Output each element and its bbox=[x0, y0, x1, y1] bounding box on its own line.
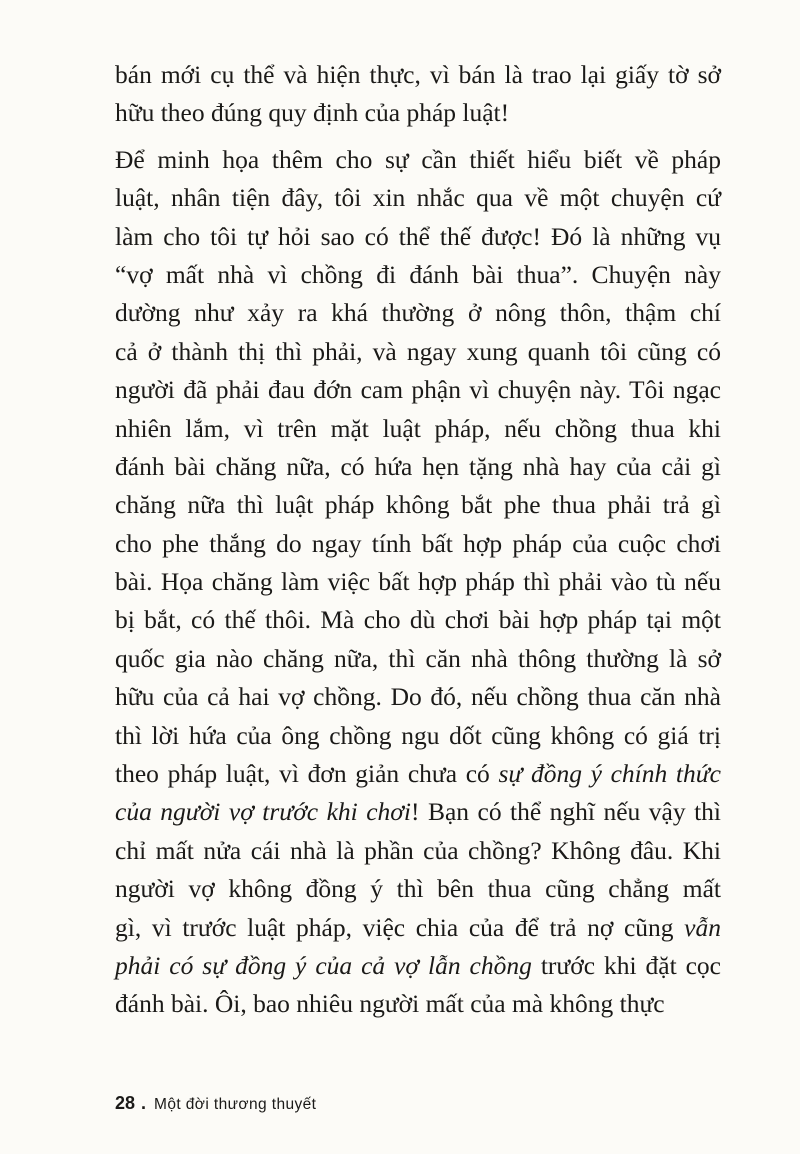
text-line bbox=[115, 333, 721, 371]
text-line bbox=[115, 218, 721, 256]
text-run: bài. Họa chăng làm việc bất hợp pháp thì phải vào tù nếu bbox=[115, 567, 721, 597]
page-number: 28 bbox=[115, 1093, 136, 1113]
text-line bbox=[115, 947, 721, 985]
text-line bbox=[115, 985, 721, 1023]
text-line bbox=[115, 870, 721, 908]
text-line bbox=[115, 94, 721, 132]
text-line bbox=[115, 909, 721, 947]
text-run: bán mới cụ thể và hiện thực, vì bán là trao lại giấy tờ sở bbox=[115, 60, 721, 89]
text-run: trước khi đặt cọc bbox=[531, 950, 721, 980]
paragraph bbox=[115, 141, 721, 1024]
text-run: nhiên lắm, vì trên mặt luật pháp, nếu chồng thua khi bbox=[115, 413, 721, 443]
text-run: dường như xảy ra khá thường ở nông thôn, thậm chí bbox=[115, 298, 721, 328]
italic-text: sự đồng ý chính thức bbox=[498, 759, 721, 789]
text-run: đánh bài. Ôi, bao nhiêu người mất của mà không thực bbox=[115, 989, 665, 1019]
text-run: chăng nữa thì luật pháp không bắt phe thua phải trả gì bbox=[115, 490, 721, 520]
text-run: người đã phải đau đớn cam phận vì chuyện này. Tôi ngạc bbox=[115, 375, 721, 405]
body-text bbox=[115, 56, 721, 1032]
italic-text: phải có sự đồng ý của cả vợ lẫn chồng bbox=[115, 950, 532, 980]
text-line bbox=[115, 755, 721, 793]
text-line bbox=[115, 563, 721, 601]
text-line bbox=[115, 832, 721, 870]
text-line bbox=[115, 179, 721, 217]
text-run: “vợ mất nhà vì chồng đi đánh bài thua”. Chuyện này bbox=[115, 259, 721, 289]
text-line bbox=[115, 717, 721, 755]
text-line bbox=[115, 640, 721, 678]
text-run: hữu của cả hai vợ chồng. Do đó, nếu chồng thua căn nhà bbox=[115, 682, 721, 712]
text-line bbox=[115, 486, 721, 524]
text-run: thì lời hứa của ông chồng ngu dốt cũng không có giá trị bbox=[115, 720, 721, 750]
text-run: ! Bạn có thể nghĩ nếu vậy thì bbox=[410, 797, 721, 827]
text-line bbox=[115, 448, 721, 486]
text-run: bị bắt, có thế thôi. Mà cho dù chơi bài hợp pháp tại một bbox=[115, 605, 721, 635]
text-line bbox=[115, 410, 721, 448]
page-footer bbox=[115, 1093, 316, 1114]
text-run: đánh bài chăng nữa, có hứa hẹn tặng nhà hay của cải gì bbox=[115, 451, 721, 481]
text-line bbox=[115, 371, 721, 409]
text-line bbox=[115, 678, 721, 716]
text-line bbox=[115, 141, 721, 179]
text-run: luật, nhân tiện đây, tôi xin nhắc qua về một chuyện cứ bbox=[115, 183, 721, 213]
text-run: quốc gia nào chăng nữa, thì căn nhà thông thường là sở bbox=[115, 643, 721, 673]
text-run: cả ở thành thị thì phải, và ngay xung quanh tôi cũng có bbox=[115, 336, 721, 366]
text-run: chỉ mất nửa cái nhà là phần của chồng? Không đâu. Khi bbox=[115, 835, 721, 865]
footer-separator: . bbox=[141, 1093, 147, 1113]
text-run: người vợ không đồng ý thì bên thua cũng chẳng mất bbox=[115, 874, 721, 904]
text-run: hữu theo đúng quy định của pháp luật! bbox=[115, 98, 510, 128]
text-run: theo pháp luật, vì đơn giản chưa có bbox=[115, 759, 499, 789]
italic-text: của người vợ trước khi chơi bbox=[115, 797, 411, 827]
text-line bbox=[115, 256, 721, 294]
italic-text: vẫn bbox=[684, 912, 721, 942]
text-run: cho phe thắng do ngay tính bất hợp pháp của cuộc chơi bbox=[115, 528, 721, 558]
text-line bbox=[115, 525, 721, 563]
text-run: Để minh họa thêm cho sự cần thiết hiểu biết về pháp bbox=[115, 144, 721, 174]
paragraph bbox=[115, 56, 721, 133]
running-book-title: Một đời thương thuyết bbox=[154, 1096, 317, 1113]
text-line bbox=[115, 793, 721, 831]
text-line bbox=[115, 601, 721, 639]
text-run: làm cho tôi tự hỏi sao có thể thế được! Đó là những vụ bbox=[115, 221, 721, 251]
text-line bbox=[115, 294, 721, 332]
text-run: gì, vì trước luật pháp, việc chia của để trả nợ cũng bbox=[115, 912, 685, 942]
text-line bbox=[115, 56, 721, 94]
